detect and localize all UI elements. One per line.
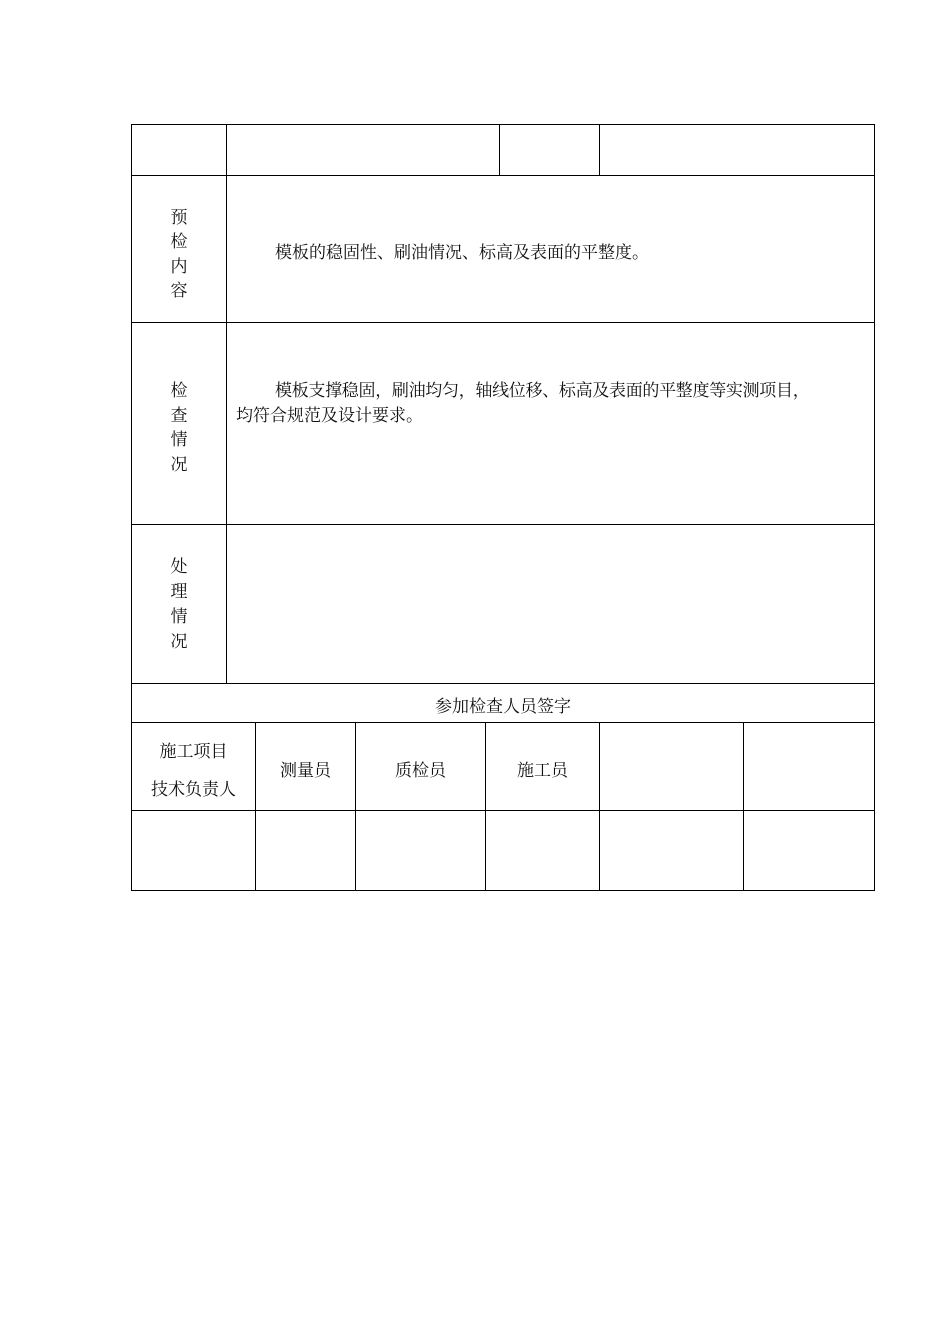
label-char: 查 bbox=[170, 406, 188, 426]
label-char: 情 bbox=[170, 607, 188, 627]
label-char: 容 bbox=[170, 281, 188, 301]
quality-inspector-signature-field[interactable] bbox=[356, 811, 485, 890]
inspection-content-line2: 均符合规范及设计要求。 bbox=[236, 406, 423, 426]
project-name-field[interactable] bbox=[227, 125, 499, 175]
signature-header: 参加检查人员签字 bbox=[435, 697, 571, 717]
quality-inspector-label: 质检员 bbox=[395, 761, 446, 781]
extra-signature-field[interactable] bbox=[600, 811, 743, 890]
table-border-bottom bbox=[131, 890, 875, 891]
signature-extra-header-cell bbox=[744, 723, 874, 810]
label-char: 况 bbox=[170, 632, 188, 652]
label-char: 检 bbox=[170, 381, 188, 401]
surveyor-signature-field[interactable] bbox=[256, 811, 355, 890]
constructor-label: 施工员 bbox=[517, 761, 568, 781]
extra-signature-field[interactable] bbox=[744, 811, 874, 890]
row-divider bbox=[131, 683, 875, 684]
tech-lead-label-line2: 技术负责人 bbox=[151, 780, 236, 800]
tech-lead-signature-field[interactable] bbox=[132, 811, 255, 890]
row-divider bbox=[131, 322, 875, 323]
label-char: 处 bbox=[170, 557, 188, 577]
label-char: 况 bbox=[170, 455, 188, 475]
table-border-right bbox=[874, 124, 875, 891]
surveyor-label: 测量员 bbox=[280, 761, 331, 781]
pre-inspection-content: 模板的稳固性、刷油情况、标高及表面的平整度。 bbox=[275, 243, 649, 263]
header-value-field[interactable] bbox=[600, 125, 874, 175]
label-char: 情 bbox=[170, 430, 188, 450]
inspection-content-line1: 模板支撑稳固，刷油均匀，轴线位移、标高及表面的平整度等实测项目， bbox=[275, 381, 810, 401]
tech-lead-label-line1: 施工项目 bbox=[159, 742, 228, 762]
label-char: 内 bbox=[170, 257, 188, 277]
label-char: 检 bbox=[170, 232, 188, 252]
label-char: 预 bbox=[170, 208, 188, 228]
handling-content-field[interactable] bbox=[227, 525, 874, 683]
row-divider bbox=[131, 175, 875, 176]
header-cell-empty bbox=[500, 125, 599, 175]
header-cell-empty bbox=[132, 125, 226, 175]
constructor-signature-field[interactable] bbox=[486, 811, 599, 890]
label-char: 理 bbox=[170, 582, 188, 602]
signature-extra-header-cell bbox=[600, 723, 743, 810]
